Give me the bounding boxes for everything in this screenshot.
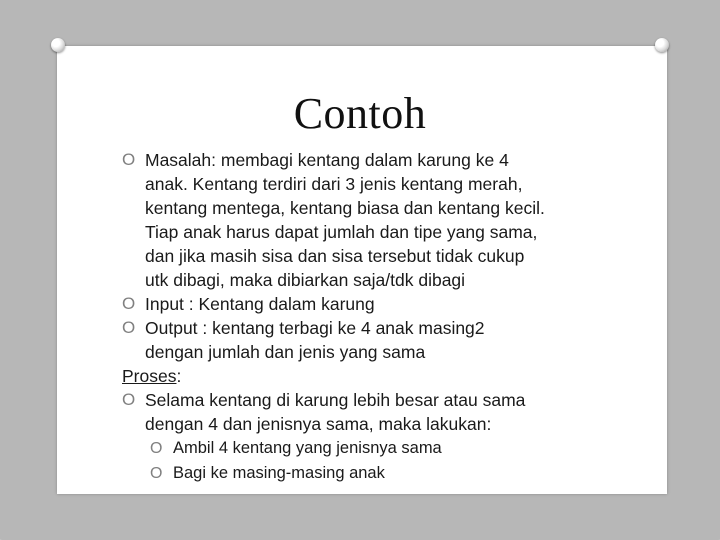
proses-label: Proses xyxy=(122,366,177,386)
bullet-marker-icon: O xyxy=(150,440,163,457)
bullet-marker-icon: O xyxy=(122,318,136,337)
bullet-marker-icon: O xyxy=(122,390,136,409)
pin-icon xyxy=(51,38,65,52)
bullet-text: Input : Kentang dalam karung xyxy=(145,294,375,314)
sub-bullet-text: Bagi ke masing-masing anak xyxy=(173,464,385,482)
proses-heading xyxy=(122,364,642,388)
bullet-text: Selama kentang di karung lebih besar atau sama dengan 4 dan jenisnya sama, maka lakukan: xyxy=(145,390,526,434)
bullet-text: Output : kentang terbagi ke 4 anak masing2 dengan jumlah dan jenis yang sama xyxy=(145,318,485,362)
proses-colon: : xyxy=(176,366,182,386)
bullet-selama xyxy=(122,388,642,436)
bullet-marker-icon: O xyxy=(122,294,136,313)
bullet-output xyxy=(122,316,642,364)
slide-title: Contoh xyxy=(293,89,427,138)
sub-bullet-bagi xyxy=(122,461,642,486)
bullet-input xyxy=(122,292,642,316)
bullet-text: Masalah: membagi kentang dalam karung ke 4 anak. Kentang terdiri dari 3 jenis kentang merah, kentang mentega, kentang biasa dan kentang kecil. Tiap anak harus dapat jumlah dan tipe yang sama, dan jika masih sisa dan sisa tersebut tidak cukup utk dibagi, maka dibiarkan saja/tdk dibagi xyxy=(145,150,545,290)
sub-bullet-text: Ambil 4 kentang yang jenisnya sama xyxy=(173,439,442,457)
slide-content xyxy=(122,148,642,486)
pin-icon xyxy=(655,38,669,52)
bullet-masalah xyxy=(122,148,642,292)
bullet-marker-icon: O xyxy=(150,465,163,482)
bullet-marker-icon: O xyxy=(122,150,136,169)
sub-bullet-ambil xyxy=(122,436,642,461)
